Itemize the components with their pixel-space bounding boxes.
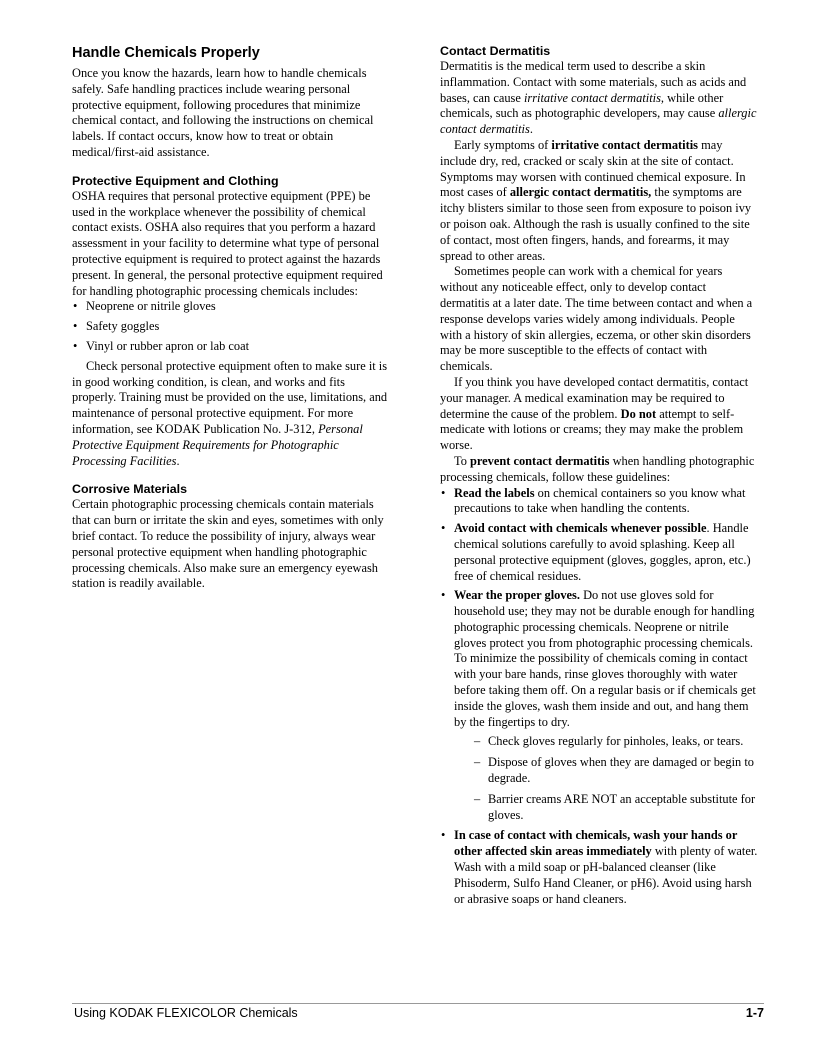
dermatitis-paragraph-1	[440, 59, 758, 138]
text-run: attempt to self-medicate with lotions or creams; they may make the problem worse.	[440, 406, 744, 453]
text-run: .	[529, 122, 533, 137]
list-item: • Neoprene or nitrile gloves	[72, 299, 390, 315]
text-run: Early symptoms of	[454, 137, 552, 152]
handle-chemicals-paragraph: Once you know the hazards, learn how to handle chemicals safely. Safe handling practices include wearing personal protective equipment, following procedures that minimize chemical contact, and following the instructions on chemical labels. If contact occurs, know how to treat or obtain medical/first-aid assistance.	[72, 66, 374, 159]
italic-term: irritative contact dermatitis,	[523, 90, 665, 105]
list-item	[440, 486, 758, 518]
sublist-item: – Dispose of gloves when they are damaged or begin to degrade.	[454, 755, 758, 787]
dermatitis-paragraph-4	[440, 375, 758, 454]
list-item	[440, 521, 758, 584]
left-column	[72, 44, 390, 592]
text-run: . Handle chemical solutions carefully to avoid splashing. Keep all personal protective equipment (gloves, goggles, apron, etc.) free of chemical residues.	[454, 521, 751, 583]
text-run: If you think you have developed contact dermatitis, contact your manager. A medical examination may be required to determine the cause of the problem.	[440, 374, 749, 421]
ppe-check-paragraph	[72, 359, 390, 470]
text-run: may include dry, red, cracked or scaly skin at the site of contact. Symptoms may worsen with continued chemical exposure. In most cases of	[440, 137, 746, 200]
bold-term: allergic contact dermatitis,	[509, 185, 652, 200]
corrosive-paragraph: Certain photographic processing chemicals contain materials that can burn or irritate the skin and eyes, sometimes with only brief contact. To reduce the possibility of injury, always wear personal protective equipment when handling photographic processing chemicals. Also make sure an emergency eyewash station is readily available.	[72, 497, 384, 591]
dermatitis-paragraph-2	[440, 138, 758, 264]
list-item	[440, 588, 758, 823]
dermatitis-paragraph-3: Sometimes people can work with a chemical for years without any noticeable effect, only to develop contact dermatitis at a later date. The time between contact and when a response develops varies widely among individuals. People with a history of skin allergies, eczema, or other skin disorders may be more susceptible to the effects of contact with chemicals.	[440, 264, 753, 374]
text-run: on chemical containers so you know what precautions to take when handling the contents.	[454, 485, 746, 516]
bold-term: prevent contact dermatitis	[470, 453, 610, 468]
section-heading-handle-chemicals: Handle Chemicals Properly	[72, 45, 260, 61]
text-run: Dermatitis is the medical term used to describe a skin inflammation. Contact with some materials, such as acids and bases, can cause	[440, 59, 747, 105]
subheading-corrosive-materials: Corrosive Materials	[72, 482, 188, 497]
text-run: Do not use gloves sold for household use; they may not be durable enough for handling photographic processing chemicals. Neoprene or nitrile gloves protect you from photographic processing chemicals. To minimize the possibility of chemicals coming in contact with your bare hands, rinse gloves thoroughly with water before taking them off. On a regular basis or if chemicals get inside the gloves, wash them inside and out, and hang them by the fingertips to dry.	[454, 588, 756, 729]
text-run: with plenty of water. Wash with a mild soap or pH-balanced cleanser (like Phisoderm, Sulfo Hand Cleaner, or pH6). Avoid using harsh or abrasive soaps or hand cleaners.	[454, 844, 758, 906]
ppe-check-text: Check personal protective equipment often to make sure it is in good working condition, is clean, and works and fits properly. Training must be provided on the use, limitations, and maintenance of personal protective equipment. For more information, see KODAK Publication No. J-312,	[72, 358, 388, 436]
italic-term: allergic contact dermatitis	[440, 106, 757, 137]
bold-term: Read the labels	[454, 485, 535, 500]
list-item: • Safety goggles	[72, 319, 390, 335]
sublist-item: – Barrier creams ARE NOT an acceptable substitute for gloves.	[454, 792, 758, 824]
ppe-check-end: .	[176, 453, 180, 468]
footer-title: Using KODAK FLEXICOLOR Chemicals	[74, 1006, 298, 1020]
text-run: the symptoms are itchy blisters similar to those seen from exposure to poison ivy or poison oak. Although the rash is usually confined to the site of contact, most often fingers, hands, and forearms, it may spread to other areas.	[440, 185, 752, 263]
bold-term: Avoid contact with chemicals whenever possible	[454, 521, 707, 536]
ppe-list	[72, 299, 390, 354]
page-footer	[72, 1003, 764, 1020]
glove-sublist	[454, 734, 758, 823]
text-run: while other chemicals, such as photographic developers, may cause	[440, 90, 724, 121]
list-item: • Vinyl or rubber apron or lab coat	[72, 339, 390, 355]
bold-term: Wear the proper gloves.	[454, 588, 580, 603]
guidelines-list	[440, 486, 758, 908]
sublist-item: – Check gloves regularly for pinholes, leaks, or tears.	[454, 734, 758, 750]
text-run: when handling photographic processing chemicals, follow these guidelines:	[440, 453, 755, 484]
text-run: To	[454, 453, 470, 468]
bold-term: In case of contact with chemicals, wash your hands or other affected skin areas immediately	[454, 828, 738, 859]
bold-term: irritative contact dermatitis	[551, 137, 698, 152]
subheading-protective-equipment: Protective Equipment and Clothing	[72, 173, 279, 188]
ppe-paragraph: OSHA requires that personal protective equipment (PPE) be used in the workplace whenever the possibility of chemical contact exists. OSHA also requires that you perform a hazard assessment in your facility to determine what type of personal protective equipment is required to protect against the hazards present. In general, the personal protective equipment required for handling photographic processing chemicals includes:	[72, 188, 383, 298]
dermatitis-paragraph-5	[440, 454, 758, 486]
bold-term: Do not	[620, 406, 657, 421]
list-item	[440, 828, 758, 907]
subheading-contact-dermatitis: Contact Dermatitis	[440, 44, 551, 58]
right-column	[440, 44, 758, 911]
page-number: 1-7	[745, 1006, 764, 1020]
publication-title: Personal Protective Equipment Requirements for Photographic Processing Facilities	[72, 421, 363, 468]
